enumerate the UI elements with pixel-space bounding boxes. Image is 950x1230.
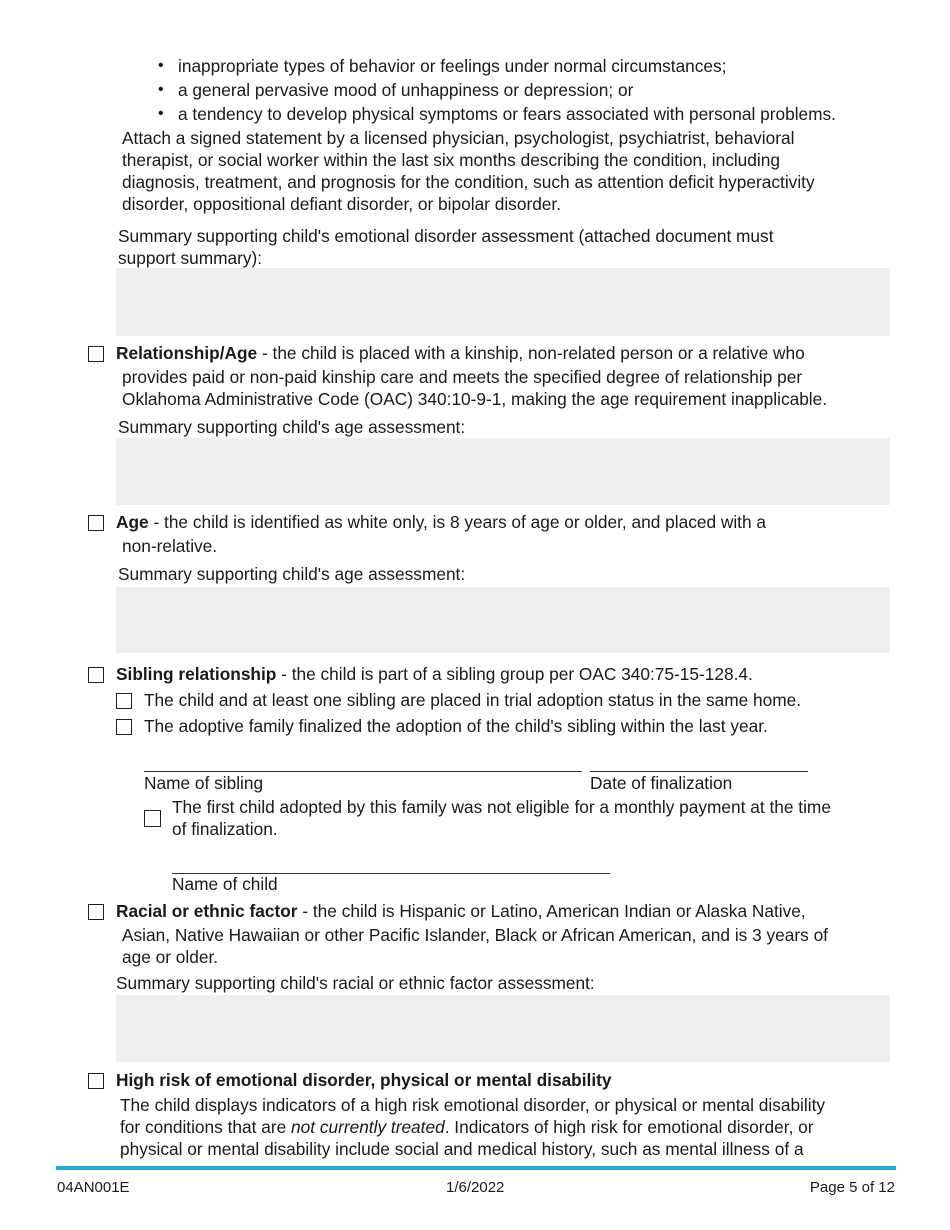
list-item: • inappropriate types of behavior or feelings under normal circumstances; <box>158 54 836 78</box>
age-summary-field[interactable] <box>116 587 890 653</box>
footer-divider <box>56 1166 896 1170</box>
first-child-not-eligible-checkbox[interactable] <box>144 810 161 827</box>
relationship-age-option: Relationship/Age - the child is placed with a kinship, non-related person or a relative who <box>116 343 805 363</box>
racial-ethnic-description: Asian, Native Hawaiian or other Pacific Islander, Black or African American, and is 3 years of age or older. <box>122 925 828 967</box>
name-of-sibling-label: Name of sibling <box>144 773 264 793</box>
sibling-relationship-checkbox[interactable] <box>88 667 104 683</box>
high-risk-checkbox[interactable] <box>88 1073 104 1089</box>
sibling-finalized-label: The adoptive family finalized the adoption of the child's sibling within the last year. <box>144 716 768 736</box>
racial-ethnic-checkbox[interactable] <box>88 904 104 920</box>
trial-adoption-label: The child and at least one sibling are placed in trial adoption status in the same home. <box>144 690 802 710</box>
high-risk-title: High risk of emotional disorder, physical or mental disability <box>116 1070 612 1090</box>
age-checkbox[interactable] <box>88 515 104 531</box>
condition-bullet-list <box>158 54 836 126</box>
sibling-relationship-title: Sibling relationship <box>116 664 277 684</box>
age-option: Age - the child is identified as white only, is 8 years of age or older, and placed with a <box>116 512 767 532</box>
racial-ethnic-summary-label: Summary supporting child's racial or ethnic factor assessment: <box>116 973 595 993</box>
trial-adoption-checkbox[interactable] <box>116 693 132 709</box>
attach-statement: Attach a signed statement by a licensed physician, psychologist, psychiatrist, behavioral therapist, or social worker within the last six months describing the condition, including diagnosis, treatment, and prognosis for the condition, such as attention deficit hyperactivity disorder, oppositional defiant disorder, or bipolar disorder. <box>122 128 815 214</box>
racial-ethnic-summary-field[interactable] <box>116 995 890 1062</box>
name-of-child-label: Name of child <box>172 874 278 894</box>
sibling-relationship-option: Sibling relationship - the child is part of a sibling group per OAC 340:75-15-128.4. <box>116 664 753 684</box>
form-number: 04AN001E <box>57 1179 130 1196</box>
age-description: non-relative. <box>122 536 218 556</box>
relationship-age-checkbox[interactable] <box>88 346 104 362</box>
date-of-finalization-label: Date of finalization <box>590 773 733 793</box>
emotional-summary-label: Summary supporting child's emotional disorder assessment (attached document must support summary): <box>118 226 774 268</box>
relationship-age-summary-label: Summary supporting child's age assessment: <box>118 417 466 437</box>
list-item: • a general pervasive mood of unhappiness or depression; or <box>158 78 836 102</box>
emotional-summary-field[interactable] <box>116 268 890 336</box>
age-summary-label: Summary supporting child's age assessment: <box>118 564 466 584</box>
racial-ethnic-title: Racial or ethnic factor <box>116 901 298 921</box>
age-title: Age <box>116 512 149 532</box>
relationship-age-description: provides paid or non-paid kinship care and meets the specified degree of relationship per Oklahoma Administrative Code (OAC) 340:10-9-1, making the age requirement inapplicable. <box>122 367 828 409</box>
relationship-age-title: Relationship/Age <box>116 343 258 363</box>
racial-ethnic-option: Racial or ethnic factor - the child is Hispanic or Latino, American Indian or Alaska Native, <box>116 901 806 921</box>
form-date: 1/6/2022 <box>446 1179 505 1196</box>
first-child-not-eligible-label: The first child adopted by this family was not eligible for a monthly payment at the time of finalization. <box>172 797 831 839</box>
sibling-finalized-checkbox[interactable] <box>116 719 132 735</box>
page-number: Page 5 of 12 <box>809 1179 895 1196</box>
high-risk-description: The child displays indicators of a high risk emotional disorder, or physical or mental disability for conditions that are not currently treated. Indicators of high risk for emotional disorder, or physical or mental disability include social and medical history, such as mental illness of a <box>120 1095 826 1159</box>
list-item: • a tendency to develop physical symptoms or fears associated with personal problems. <box>158 102 836 126</box>
relationship-age-summary-field[interactable] <box>116 438 890 505</box>
